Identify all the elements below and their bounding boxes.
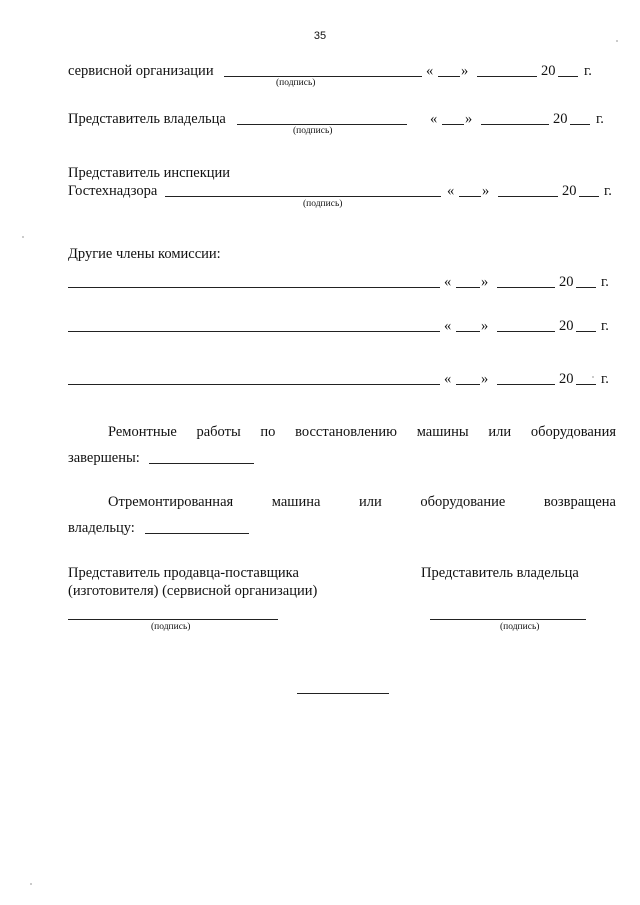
repair-word: восстановлению — [295, 424, 397, 440]
scan-speck — [616, 40, 618, 42]
returned-word: возвращена — [543, 494, 616, 510]
inspection-label-line1: Представитель инспекции — [68, 165, 231, 181]
date-day-line[interactable] — [442, 124, 464, 125]
date-month-line[interactable] — [481, 124, 549, 125]
inspection-label-line2: Гостехнадзора — [68, 183, 158, 199]
date-year-line[interactable] — [570, 124, 590, 125]
date-open-quote: « — [447, 183, 455, 199]
date-close-quote: » — [481, 371, 489, 387]
other-members-label: Другие члены комиссии: — [68, 246, 221, 262]
repair-completed-label: завершены: — [68, 450, 140, 466]
returned-word: машина — [271, 494, 321, 510]
date-year-suffix: г. — [601, 274, 609, 290]
date-open-quote: « — [444, 371, 452, 387]
date-year-prefix: 20 — [559, 274, 574, 290]
date-month-line[interactable] — [498, 196, 558, 197]
date-year-prefix: 20 — [553, 111, 568, 127]
repair-word: работы — [196, 424, 241, 440]
seller-signature-line[interactable] — [68, 619, 278, 620]
date-year-line[interactable] — [576, 384, 596, 385]
date-year-suffix: г. — [604, 183, 612, 199]
date-month-line[interactable] — [497, 384, 555, 385]
date-open-quote: « — [430, 111, 438, 127]
date-close-quote: » — [481, 318, 489, 334]
date-close-quote: » — [465, 111, 473, 127]
date-open-quote: « — [426, 63, 434, 79]
signature-line[interactable] — [68, 287, 440, 288]
date-year-line[interactable] — [576, 287, 596, 288]
owner-signature-line[interactable] — [430, 619, 586, 620]
date-day-line[interactable] — [456, 384, 480, 385]
date-close-quote: » — [461, 63, 469, 79]
returned-paragraph-line1 — [108, 493, 616, 511]
returned-label: владельцу: — [68, 520, 135, 536]
date-year-prefix: 20 — [562, 183, 577, 199]
owner-rep-label: Представитель владельца — [68, 111, 226, 127]
signature-hint: (подпись) — [303, 199, 343, 209]
date-year-line[interactable] — [576, 331, 596, 332]
returned-line[interactable] — [145, 533, 249, 534]
signature-hint: (подпись) — [500, 622, 540, 632]
date-year-suffix: г. — [601, 371, 609, 387]
date-month-line[interactable] — [477, 76, 537, 77]
signature-line[interactable] — [68, 331, 440, 332]
date-month-line[interactable] — [497, 331, 555, 332]
signature-line[interactable] — [237, 124, 407, 125]
end-separator — [297, 693, 389, 694]
date-year-suffix: г. — [601, 318, 609, 334]
scan-speck — [22, 236, 24, 238]
signature-line[interactable] — [224, 76, 422, 77]
date-year-suffix: г. — [596, 111, 604, 127]
date-month-line[interactable] — [497, 287, 555, 288]
date-day-line[interactable] — [459, 196, 481, 197]
date-close-quote: » — [481, 274, 489, 290]
date-day-line[interactable] — [456, 287, 480, 288]
service-org-label: сервисной организации — [68, 63, 214, 79]
repair-word: оборудования — [530, 424, 616, 440]
scan-speck — [592, 376, 594, 378]
seller-rep-label-line1: Представитель продавца-поставщика — [68, 565, 299, 581]
returned-word: оборудование — [420, 494, 506, 510]
date-year-line[interactable] — [558, 76, 578, 77]
signature-hint: (подпись) — [151, 622, 191, 632]
repair-completed-line[interactable] — [149, 463, 254, 464]
date-open-quote: « — [444, 318, 452, 334]
page-number: 35 — [313, 30, 327, 42]
date-day-line[interactable] — [438, 76, 460, 77]
signature-hint: (подпись) — [276, 78, 316, 88]
signature-hint: (подпись) — [293, 126, 333, 136]
date-year-prefix: 20 — [541, 63, 556, 79]
returned-word: Отремонтированная — [108, 494, 234, 510]
date-year-suffix: г. — [584, 63, 592, 79]
date-day-line[interactable] — [456, 331, 480, 332]
date-year-line[interactable] — [579, 196, 599, 197]
owner-rep-bottom-label: Представитель владельца — [421, 565, 579, 581]
repair-paragraph-line1 — [108, 423, 616, 441]
repair-word: машины — [416, 424, 469, 440]
returned-word: или — [359, 494, 382, 510]
date-open-quote: « — [444, 274, 452, 290]
date-close-quote: » — [482, 183, 490, 199]
repair-word: по — [260, 424, 276, 440]
scan-speck — [30, 883, 32, 885]
signature-line[interactable] — [68, 384, 440, 385]
repair-word: или — [488, 424, 512, 440]
seller-rep-label-line2: (изготовителя) (сервисной организации) — [68, 583, 318, 599]
date-year-prefix: 20 — [559, 318, 574, 334]
signature-line[interactable] — [165, 196, 441, 197]
date-year-prefix: 20 — [559, 371, 574, 387]
repair-word: Ремонтные — [108, 424, 177, 440]
